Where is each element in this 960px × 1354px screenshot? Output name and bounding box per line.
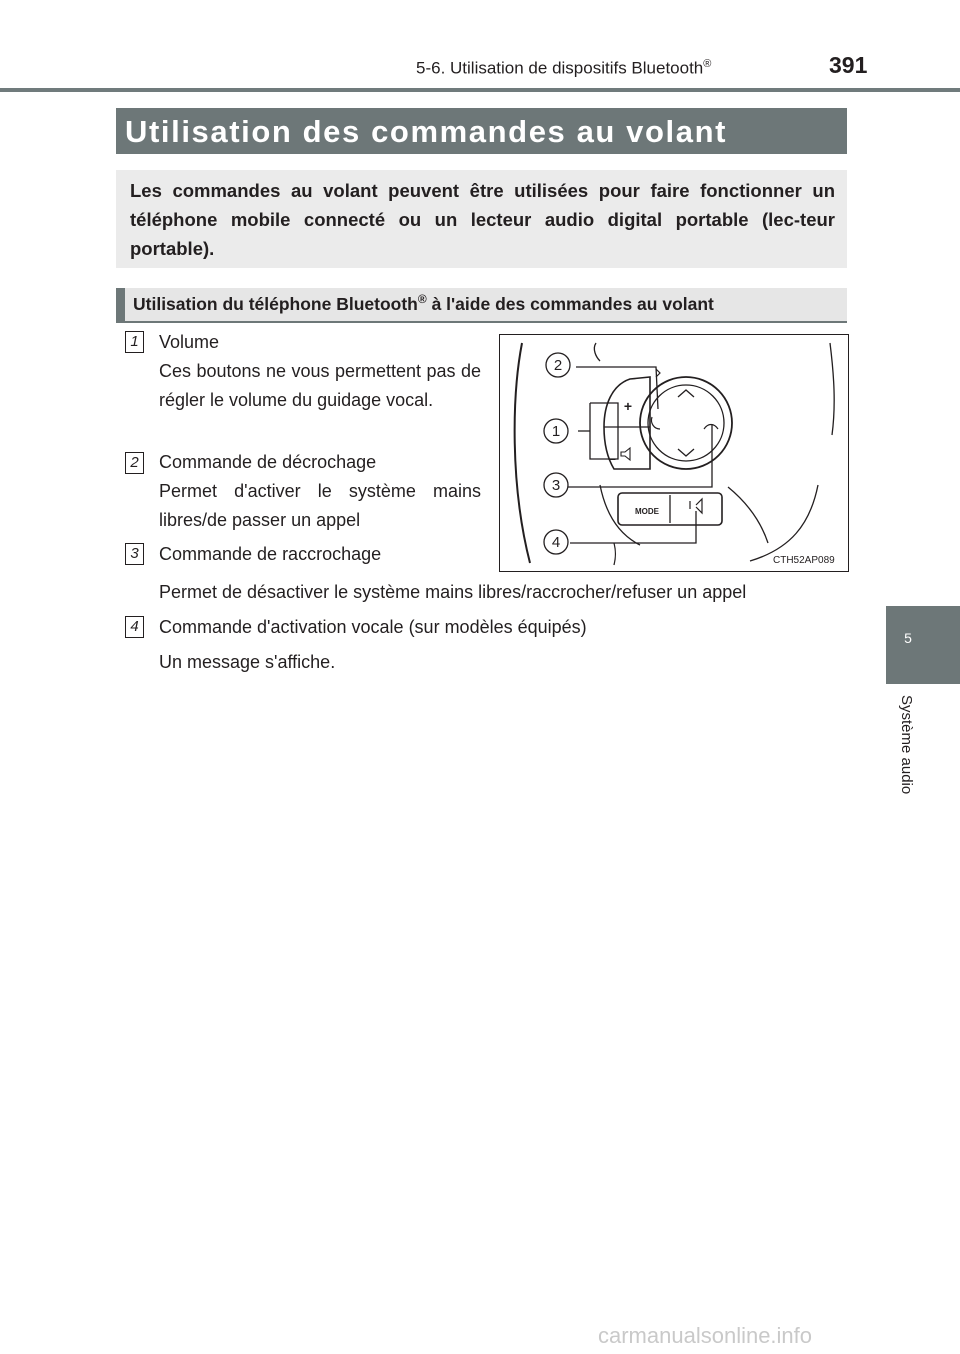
steering-switch-drawing [500,335,848,571]
item-number-badge: 2 [125,452,144,474]
figure-code: CTH52AP089 [773,555,835,566]
item-number-badge: 4 [125,616,144,638]
item-number-badge: 1 [125,331,144,353]
intro-box [116,170,847,268]
subheading-text: Utilisation du téléphone Bluetooth® à l'aide des commandes au volant [133,292,714,314]
figure-plus-label: + [623,398,633,414]
main-heading [116,108,847,154]
figure-callout: 1 [551,423,561,440]
item-description: Un message s'affiche. [159,652,336,672]
chapter-label: Système audio [898,695,915,795]
figure-callout: 3 [551,477,561,494]
figure-callout: 4 [551,534,561,551]
section-title: 5-6. Utilisation de dispositifs Bluetooth® [416,58,712,78]
item-title: Commande de décrochage [159,452,377,472]
item-title: Commande de raccrochage [159,544,382,564]
figure-mode-label: MODE [635,507,659,516]
intro-text: Les commandes au volant peuvent être utilisées pour faire fonctionner un téléphone mobile connecté ou un lecteur audio digital portable (lec-teur portable). [130,180,835,259]
item-description: Permet d'activer le système mains libres/de passer un appel [159,481,481,530]
figure-callout: 2 [553,357,563,374]
item-description: Permet de désactiver le système mains libres/raccrocher/refuser un appel [159,582,747,602]
figure-minus-label: – [608,450,616,466]
item-title: Volume [159,332,220,352]
item-number-badge: 3 [125,543,144,565]
main-heading-text: Utilisation des commandes au volant [125,114,728,149]
page-number: 391 [829,52,868,78]
chapter-number: 5 [904,630,912,646]
subheading [116,288,847,323]
item-title: Commande d'activation vocale (sur modèles équipés) [159,617,587,637]
steering-switch-figure [499,334,849,572]
item-description: Ces boutons ne vous permettent pas de régler le volume du guidage vocal. [159,361,481,410]
subheading-accent-bar [116,288,125,323]
watermark: carmanualsonline.info [598,1323,813,1348]
header-rule [0,88,960,92]
